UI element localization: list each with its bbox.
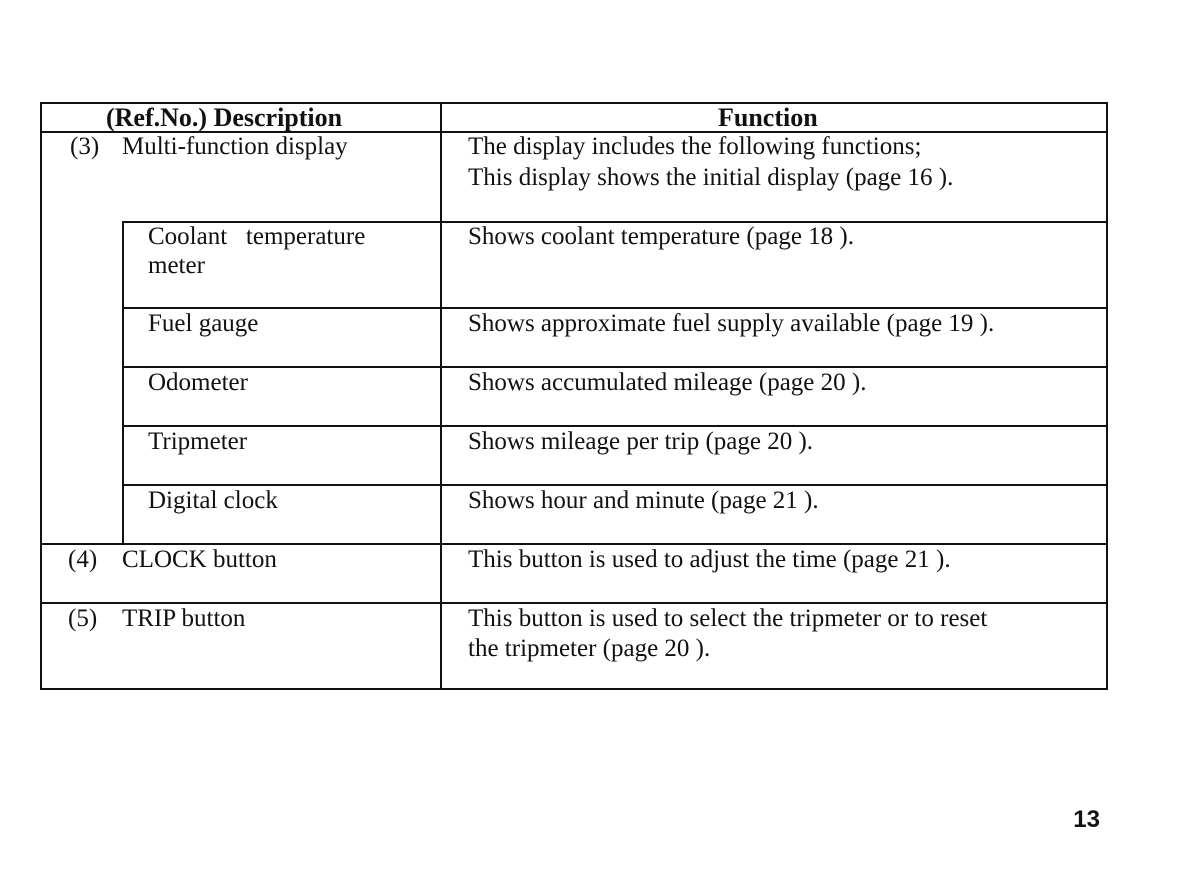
function-cell: Shows mileage per trip (page 20 ). (468, 428, 814, 455)
indent-divider (122, 221, 124, 544)
description-cell: Odometer (148, 369, 248, 396)
ref-number: (5) (68, 605, 98, 632)
function-cell: This button is used to adjust the time (page 21 ). (468, 546, 951, 573)
function-cell: Shows coolant temperature (page 18 ). (468, 223, 854, 250)
function-cell: This button is used to select the tripmeter or to reset (468, 605, 988, 632)
description-cell: Fuel gauge (148, 310, 259, 337)
column-divider (440, 104, 442, 688)
description-cell: Multi-function display (122, 133, 348, 160)
description-cell: Digital clock (148, 487, 278, 514)
function-cell: This display shows the initial display (page 16 ). (468, 164, 954, 191)
ref-number: (3) (70, 133, 100, 160)
description-cell: Tripmeter (148, 428, 248, 455)
function-cell: the tripmeter (page 20 ). (468, 635, 711, 662)
ref-number: (4) (68, 546, 98, 573)
function-cell: Shows approximate fuel supply available (page 19 ). (468, 310, 995, 337)
page-number: 13 (1073, 806, 1100, 833)
description-cell: CLOCK button (122, 546, 277, 573)
specification-table (40, 102, 1108, 690)
function-cell: Shows accumulated mileage (page 20 ). (468, 369, 867, 396)
function-cell: The display includes the following functions; (468, 133, 922, 160)
description-cell: meter (148, 252, 205, 279)
description-cell: Coolant temperature (148, 223, 366, 250)
description-header: (Ref.No.) Description (106, 103, 343, 132)
function-header: Function (718, 103, 818, 132)
description-cell: TRIP button (122, 605, 246, 632)
function-cell: Shows hour and minute (page 21 ). (468, 487, 819, 514)
